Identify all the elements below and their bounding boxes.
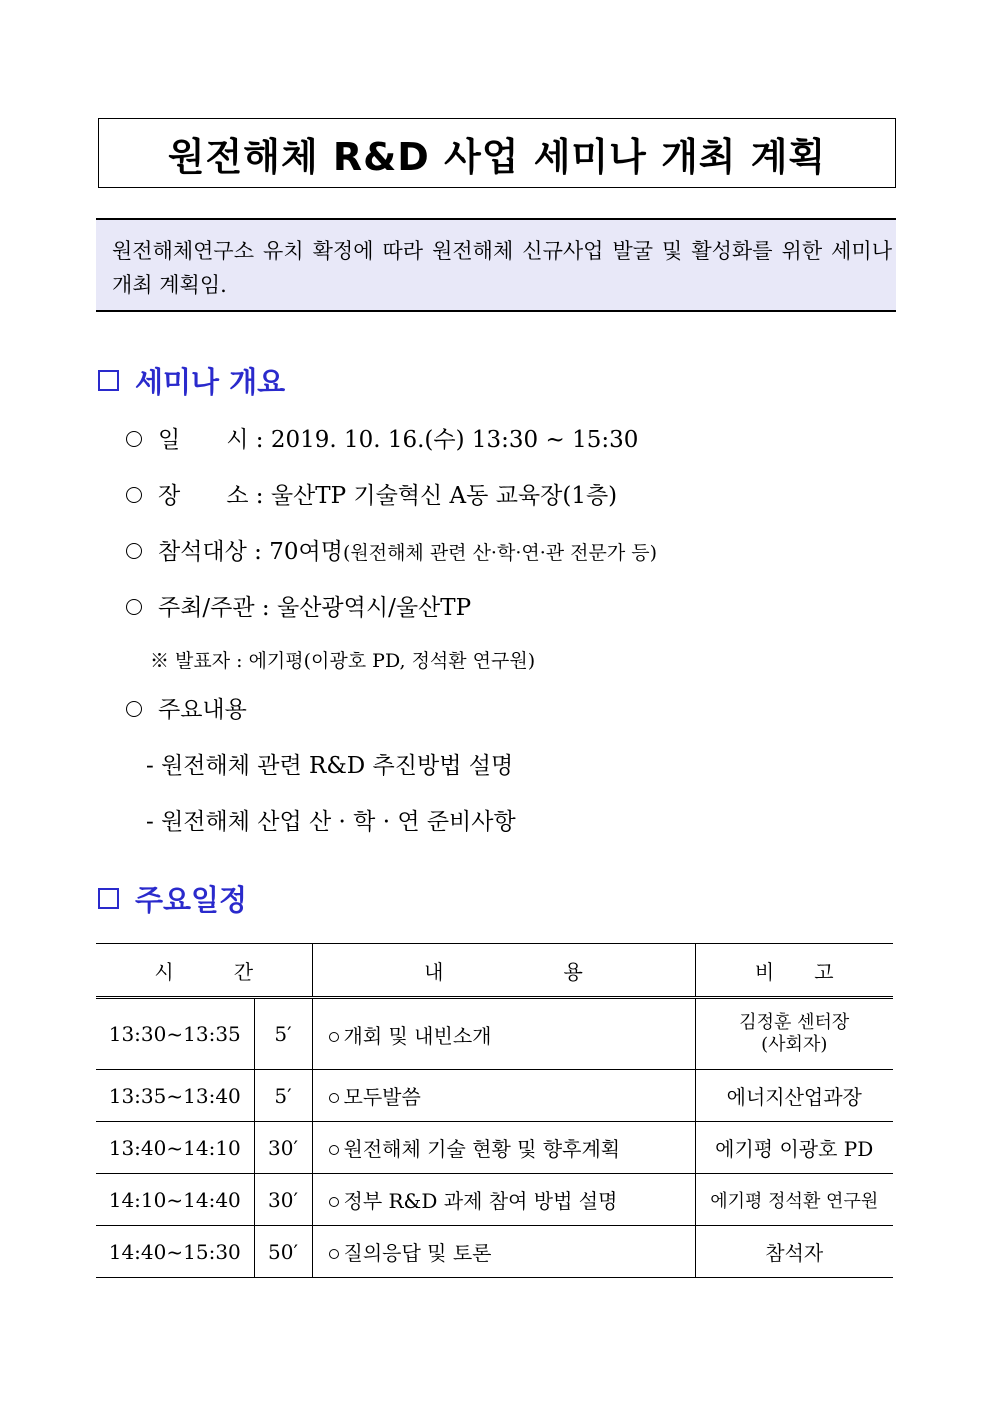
row-content: 정부 R&D 과제 참여 방법 설명 bbox=[312, 1174, 695, 1226]
row-duration: 5′ bbox=[254, 998, 312, 1070]
row-note: 참석자 bbox=[695, 1226, 893, 1278]
overview-date: 일 시 : 2019. 10. 16.(수) 13:30 ~ 15:30 bbox=[126, 421, 638, 454]
ring-bullet-icon bbox=[329, 1032, 339, 1042]
overview-host: 주최/주관 : 울산광역시/울산TP bbox=[126, 589, 471, 622]
contents-item: - 원전해체 산업 산 · 학 · 연 준비사항 bbox=[146, 809, 516, 835]
section-schedule-heading: 주요일정 bbox=[98, 878, 247, 919]
square-bullet-icon bbox=[98, 888, 119, 909]
document-title-box bbox=[98, 118, 896, 188]
overview-attendees: 참석대상 : 70여명(원전해체 관련 산·학·연·관 전문가 등) bbox=[126, 533, 657, 566]
circle-bullet-icon bbox=[126, 701, 142, 717]
square-bullet-icon bbox=[98, 370, 119, 391]
circle-bullet-icon bbox=[126, 599, 142, 615]
ring-bullet-icon bbox=[329, 1197, 339, 1207]
row-duration: 5′ bbox=[254, 1070, 312, 1122]
row-note: 에기평 이광호 PD bbox=[695, 1122, 893, 1174]
row-time: 13:30~13:35 bbox=[96, 998, 254, 1070]
row-time: 14:40~15:30 bbox=[96, 1226, 254, 1278]
row-duration: 30′ bbox=[254, 1174, 312, 1226]
table-row bbox=[96, 1226, 893, 1278]
row-duration: 50′ bbox=[254, 1226, 312, 1278]
row-time: 13:35~13:40 bbox=[96, 1070, 254, 1122]
ring-bullet-icon bbox=[329, 1145, 339, 1155]
row-content: 개회 및 내빈소개 bbox=[312, 998, 695, 1070]
overview-contents: 주요내용 bbox=[126, 691, 247, 724]
table-row bbox=[96, 1070, 893, 1122]
row-content: 질의응답 및 토론 bbox=[312, 1226, 695, 1278]
ring-bullet-icon bbox=[329, 1249, 339, 1259]
header-note: 비 고 bbox=[695, 944, 893, 998]
circle-bullet-icon bbox=[126, 543, 142, 559]
table-row bbox=[96, 1174, 893, 1226]
row-time: 14:10~14:40 bbox=[96, 1174, 254, 1226]
row-duration: 30′ bbox=[254, 1122, 312, 1174]
table-row bbox=[96, 1122, 893, 1174]
row-note: 에너지산업과장 bbox=[695, 1070, 893, 1122]
table-header-row bbox=[96, 944, 893, 998]
ring-bullet-icon bbox=[329, 1093, 339, 1103]
overview-place: 장 소 : 울산TP 기술혁신 A동 교육장(1층) bbox=[126, 477, 617, 510]
row-time: 13:40~14:10 bbox=[96, 1122, 254, 1174]
summary-box: 원전해체연구소 유치 확정에 따라 원전해체 신규사업 발굴 및 활성화를 위한 세미나 개최 계획임. bbox=[96, 218, 896, 312]
header-content: 내 용 bbox=[312, 944, 695, 998]
table-row bbox=[96, 998, 893, 1070]
circle-bullet-icon bbox=[126, 487, 142, 503]
presenter-note: ※ 발표자 : 에기평(이광호 PD, 정석환 연구원) bbox=[150, 650, 536, 672]
row-content: 모두발씀 bbox=[312, 1070, 695, 1122]
circle-bullet-icon bbox=[126, 431, 142, 447]
row-note: 에기평 정석환 연구원 bbox=[695, 1174, 893, 1226]
document-title: 원전해체 R&D 사업 세미나 개최 계획 bbox=[167, 134, 827, 179]
row-content: 원전해체 기술 현황 및 향후계획 bbox=[312, 1122, 695, 1174]
section-overview-heading: 세미나 개요 bbox=[98, 360, 285, 401]
schedule-table bbox=[96, 943, 893, 1278]
header-time: 시 간 bbox=[96, 944, 312, 998]
row-note: 김정훈 센터장 (사회자) bbox=[695, 998, 893, 1070]
contents-item: - 원전해체 관련 R&D 추진방법 설명 bbox=[146, 753, 514, 779]
